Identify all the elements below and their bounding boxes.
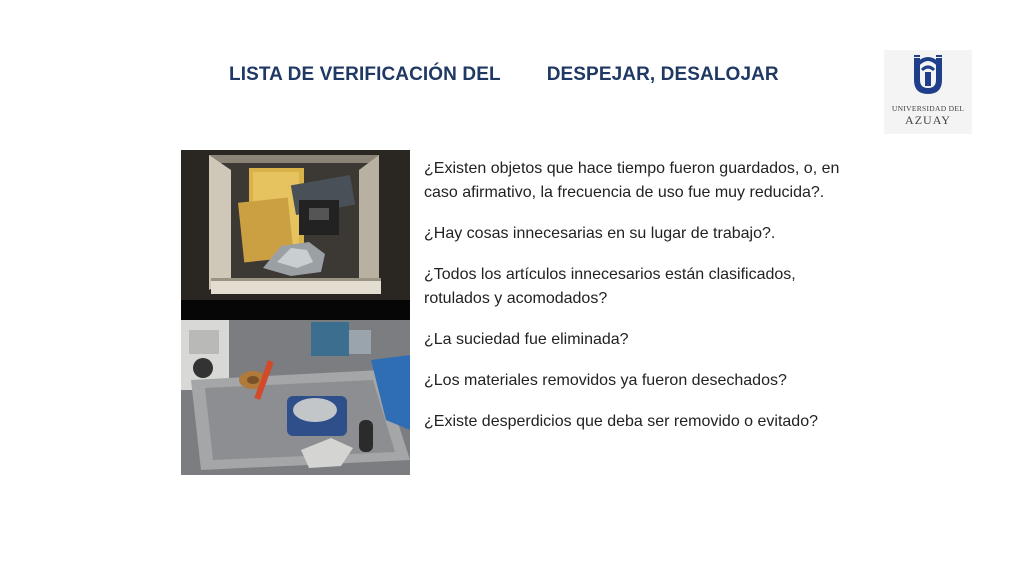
tray-photo (181, 320, 410, 475)
checklist-questions (424, 157, 864, 451)
question-item: ¿La suciedad fue eliminada? (424, 331, 629, 348)
university-logo (884, 50, 972, 134)
title-right: DESPEJAR, DESALOJAR (546, 64, 779, 85)
question-item: ¿Hay cosas innecesarias en su lugar de trabajo?. (424, 225, 776, 242)
question-item: ¿Todos los artículos innecesarios están clasificados, rotulados y acomodados? (424, 266, 796, 307)
title-left: LISTA DE VERIFICACIÓN DEL (229, 64, 501, 85)
slide-title (229, 64, 779, 86)
photo-separator (181, 300, 410, 320)
question-item: ¿Existen objetos que hace tiempo fueron guardados, o, en caso afirmativo, la frecuencia de uso fue muy reducida?. (424, 160, 840, 201)
question-item: ¿Los materiales removidos ya fueron desechados? (424, 372, 787, 389)
logo-text-line2: AZUAY (905, 113, 951, 127)
logo-text-line1: UNIVERSIDAD DEL (891, 104, 965, 113)
question-item: ¿Existe desperdicios que deba ser removido o evitado? (424, 413, 818, 430)
logo-emblem-icon (884, 50, 972, 104)
drawer-photo (181, 150, 410, 300)
